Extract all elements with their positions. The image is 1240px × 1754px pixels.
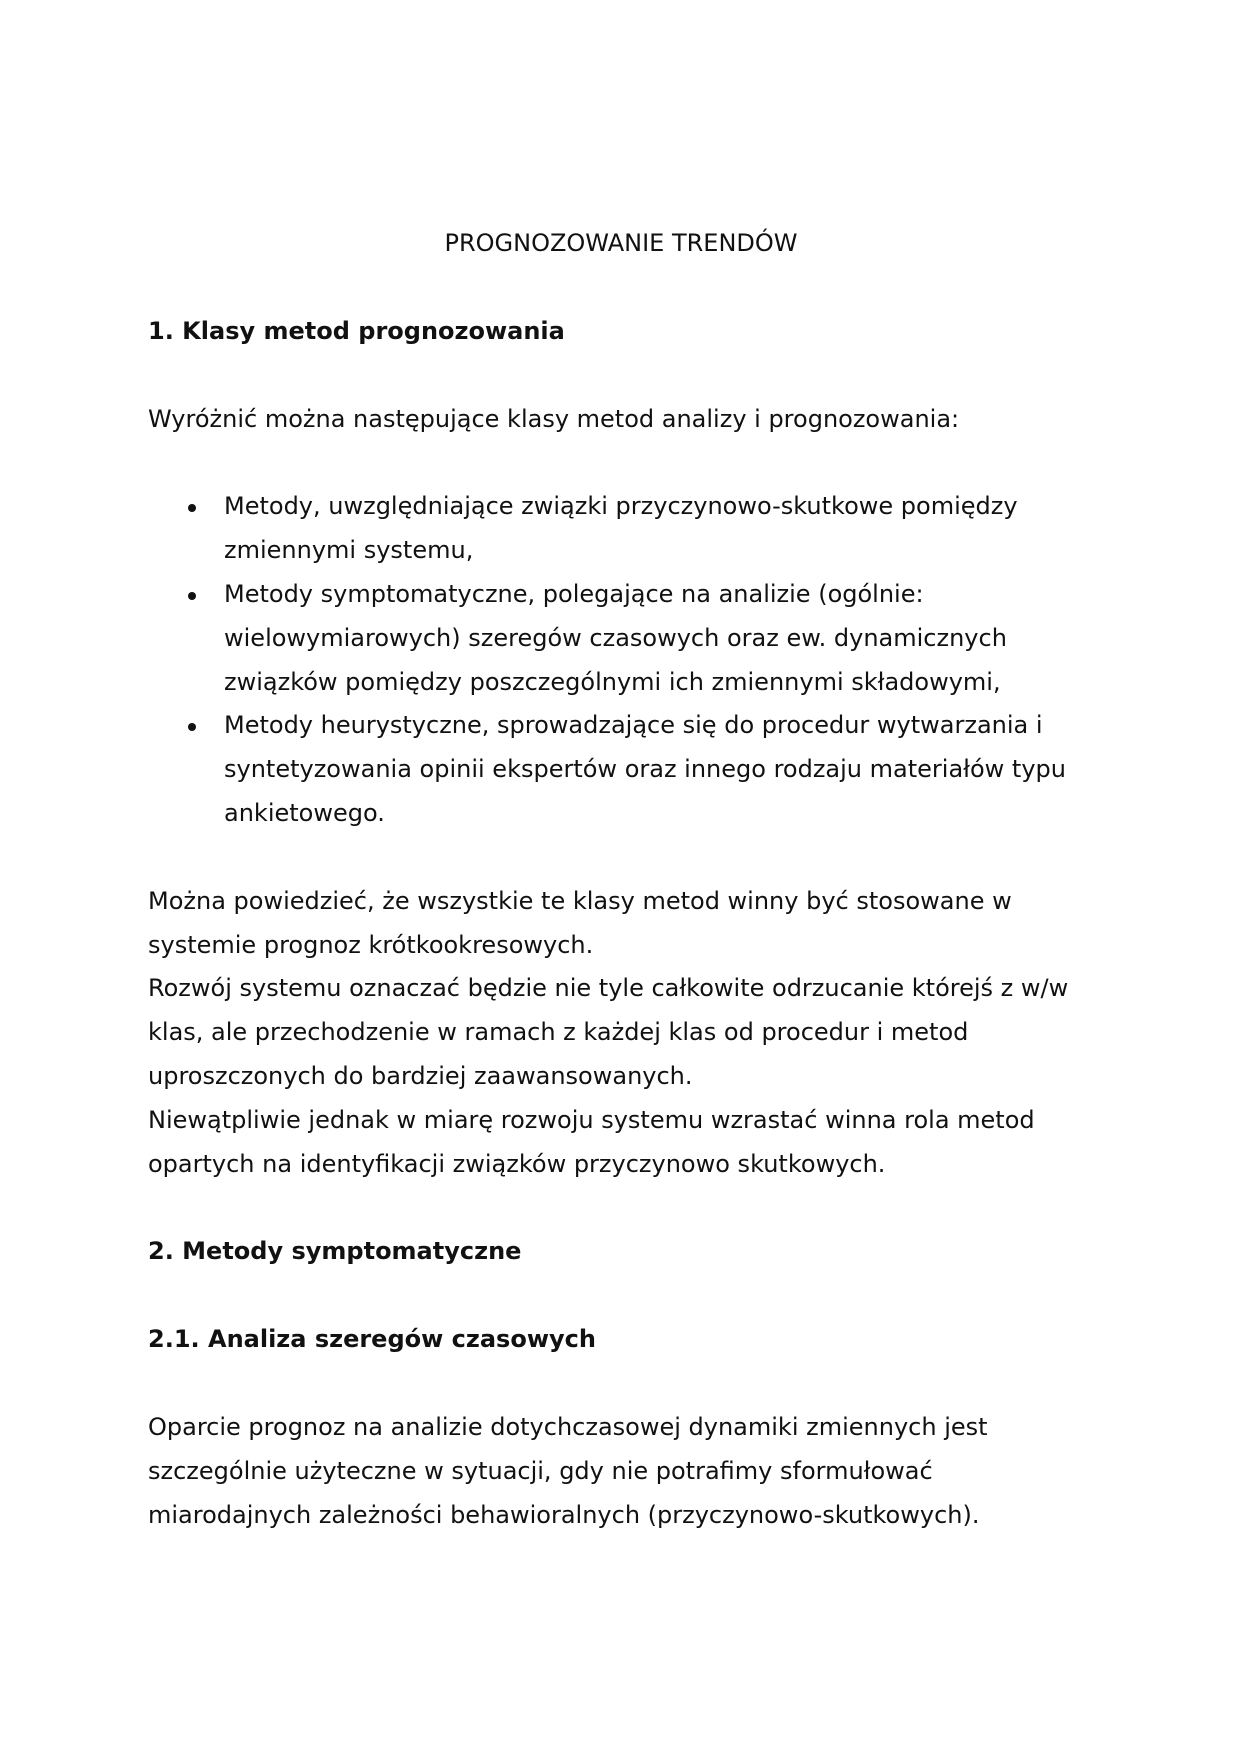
section-2-1-heading: 2.1. Analiza szeregów czasowych bbox=[148, 1325, 596, 1354]
section-1-paragraph: Niewątpliwie jednak w miarę rozwoju systemu wzrastać winna rola metod opartych na identyfikacji związków przyczynowo skutkowych. bbox=[148, 1105, 1035, 1178]
section-2-1-paragraph: Oparcie prognoz na analizie dotychczasowej dynamiki zmiennych jest szczególnie użyteczne w sytuacji, gdy nie potrafimy sformułować miarodajnych zależności behawioralnych (przyczynowo-skutkowych). bbox=[148, 1412, 988, 1529]
bullet-icon bbox=[188, 592, 196, 600]
list-item-text: Metody, uwzględniające związki przyczynowo-skutkowe pomiędzy zmiennymi systemu, bbox=[224, 492, 1018, 565]
section-1-paragraph: Rozwój systemu oznaczać będzie nie tyle całkowite odrzucanie którejś z w/w klas, ale przechodzenie w ramach z każdej klas od procedur i metod uproszczonych do bardziej zaawansowanych. bbox=[148, 974, 1069, 1090]
document-title: PROGNOZOWANIE TRENDÓW bbox=[444, 229, 798, 257]
list-item bbox=[148, 704, 1098, 835]
document-body bbox=[148, 222, 1098, 1537]
list-item bbox=[148, 485, 1098, 573]
method-classes-list bbox=[148, 485, 1098, 835]
bullet-icon bbox=[188, 504, 196, 512]
section-1-intro: Wyróżnić można następujące klasy metod analizy i prognozowania: bbox=[148, 404, 960, 433]
list-item-text: Metody symptomatyczne, polegające na analizie (ogólnie: wielowymiarowych) szeregów czasowych oraz ew. dynamicznych związków pomiędzy poszczególnymi ich zmiennymi składowymi, bbox=[224, 579, 1007, 696]
section-1-paragraph: Można powiedzieć, że wszystkie te klasy metod winny być stosowane w systemie prognoz krótkookresowych. bbox=[148, 886, 1012, 959]
list-item-text: Metody heurystyczne, sprowadzające się do procedur wytwarzania i syntetyzowania opinii ekspertów oraz innego rodzaju materiałów typu ankietowego. bbox=[224, 711, 1066, 827]
section-2-heading: 2. Metody symptomatyczne bbox=[148, 1237, 522, 1266]
list-item bbox=[148, 573, 1098, 704]
section-1-heading: 1. Klasy metod prognozowania bbox=[148, 316, 565, 345]
bullet-icon bbox=[188, 723, 196, 731]
